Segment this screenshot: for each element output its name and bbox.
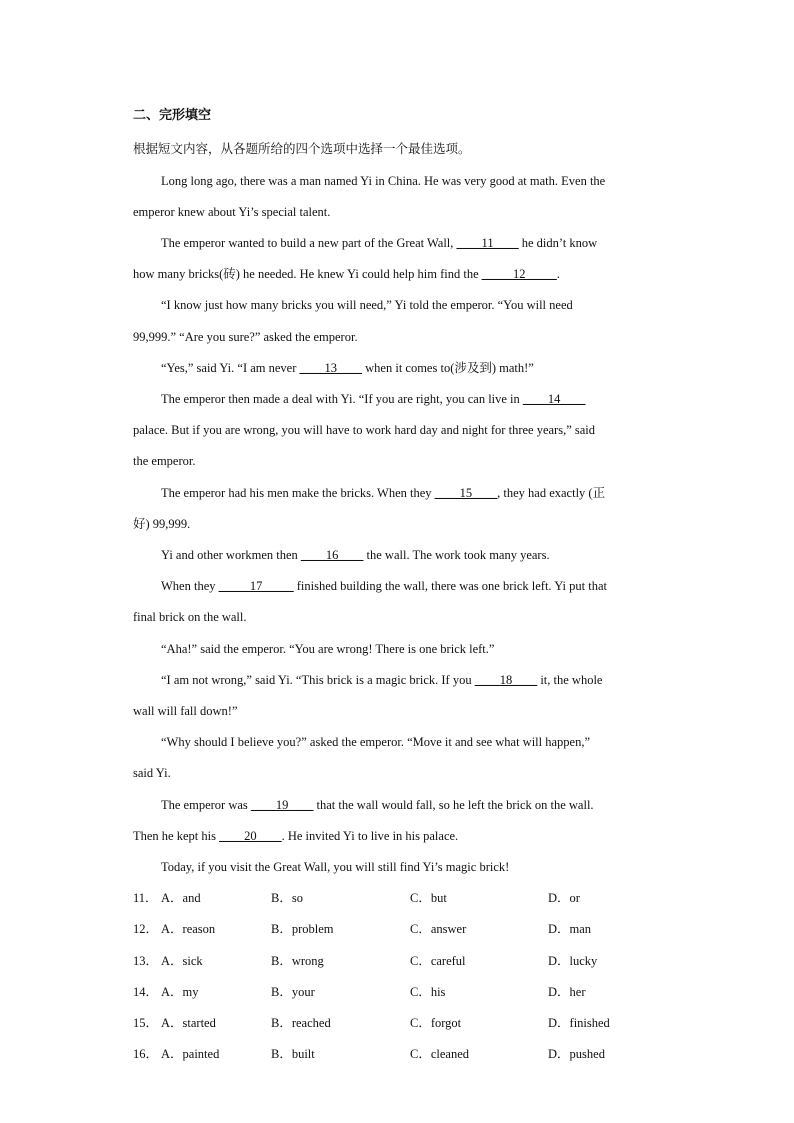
question-number: 15． (133, 1016, 159, 1030)
blank-15: ____15____ (434, 486, 498, 500)
passage-line: The emperor was ____19____ that the wall would fall, so he left the brick on the wall. (161, 798, 594, 812)
option-d[interactable]: D．lucky (548, 954, 598, 968)
question-number: 12． (133, 922, 159, 936)
passage-line: “Why should I believe you?” asked the emperor. “Move it and see what will happen,” (161, 735, 591, 749)
option-a[interactable]: A．sick (161, 954, 203, 968)
option-d[interactable]: D．pushed (548, 1047, 605, 1061)
option-b[interactable]: B．wrong (271, 954, 324, 968)
option-a[interactable]: A．reason (161, 922, 216, 936)
question-number: 11． (133, 891, 158, 905)
passage-line: Today, if you visit the Great Wall, you will still find Yi’s magic brick! (161, 860, 510, 874)
blank-16: ____16____ (300, 548, 364, 562)
passage-line: said Yi. (133, 766, 171, 780)
section-title: 二、完形填空 (133, 108, 212, 123)
blank-17: _____17_____ (218, 579, 294, 593)
passage-line: palace. But if you are wrong, you will have to work hard day and night for three years,” said (133, 423, 596, 437)
blank-13: ____13____ (299, 361, 363, 375)
question-row (133, 890, 673, 906)
passage-line: 99,999.” “Are you sure?” asked the emperor. (133, 330, 358, 344)
question-number: 14． (133, 985, 159, 999)
question-number: 16． (133, 1047, 159, 1061)
passage-line: The emperor then made a deal with Yi. “If you are right, you can live in ____14____ (161, 392, 586, 406)
blank-20: ____20____ (219, 829, 282, 843)
option-d[interactable]: D．man (548, 922, 592, 936)
passage-line: “Aha!” said the emperor. “You are wrong! There is one brick left.” (161, 642, 495, 656)
option-b[interactable]: B．so (271, 891, 303, 905)
passage-line: “I am not wrong,” said Yi. “This brick is a magic brick. If you ____18____ it, the whole (161, 673, 603, 687)
option-c[interactable]: C．answer (410, 922, 467, 936)
option-d[interactable]: D．finished (548, 1016, 610, 1030)
blank-18: ____18____ (474, 673, 538, 687)
passage-line: When they _____17_____ finished building the wall, there was one brick left. Yi put that (161, 579, 607, 593)
blank-12: _____12_____ (481, 267, 557, 281)
passage-line: Long long ago, there was a man named Yi in China. He was very good at math. Even the (161, 174, 606, 188)
passage-line: final brick on the wall. (133, 610, 247, 624)
passage-line: how many bricks(砖) he needed. He knew Yi could help him find the _____12_____. (133, 267, 560, 281)
question-row (133, 1046, 673, 1062)
instructions: 根据短文内容，从各题所给的四个选项中选择一个最佳选项。 (133, 141, 471, 156)
passage-line: Yi and other workmen then ____16____ the wall. The work took many years. (161, 548, 550, 562)
blank-14: ____14____ (522, 392, 586, 406)
option-b[interactable]: B．built (271, 1047, 315, 1061)
passage-line: “Yes,” said Yi. “I am never ____13____ when it comes to(涉及到) math!” (161, 361, 534, 375)
option-a[interactable]: A．my (161, 985, 199, 999)
option-a[interactable]: A．painted (161, 1047, 220, 1061)
question-number: 13． (133, 954, 159, 968)
question-row (133, 953, 673, 969)
option-c[interactable]: C．forgot (410, 1016, 462, 1030)
passage-line: The emperor wanted to build a new part of the Great Wall, ____11____ he didn’t know (161, 236, 598, 250)
passage-line: the emperor. (133, 454, 196, 468)
passage-line: “I know just how many bricks you will need,” Yi told the emperor. “You will need (161, 298, 573, 312)
passage-line: Then he kept his ____20____. He invited Yi to live in his palace. (133, 829, 459, 843)
option-c[interactable]: C．cleaned (410, 1047, 470, 1061)
option-b[interactable]: B．problem (271, 922, 334, 936)
option-b[interactable]: B．your (271, 985, 315, 999)
question-row (133, 1015, 673, 1031)
option-d[interactable]: D．her (548, 985, 586, 999)
option-c[interactable]: C．careful (410, 954, 466, 968)
blank-19: ____19____ (250, 798, 314, 812)
passage-line: wall will fall down!” (133, 704, 238, 718)
question-row (133, 984, 673, 1000)
question-row (133, 921, 673, 937)
option-a[interactable]: A．started (161, 1016, 216, 1030)
option-c[interactable]: C．his (410, 985, 446, 999)
passage-line: The emperor had his men make the bricks. When they ____15____, they had exactly (正 (161, 486, 606, 500)
blank-11: ____11____ (456, 236, 519, 250)
option-d[interactable]: D．or (548, 891, 580, 905)
option-a[interactable]: A．and (161, 891, 201, 905)
passage-line: 好) 99,999. (133, 517, 191, 531)
option-b[interactable]: B．reached (271, 1016, 331, 1030)
option-c[interactable]: C．but (410, 891, 447, 905)
passage-line: emperor knew about Yi’s special talent. (133, 205, 331, 219)
